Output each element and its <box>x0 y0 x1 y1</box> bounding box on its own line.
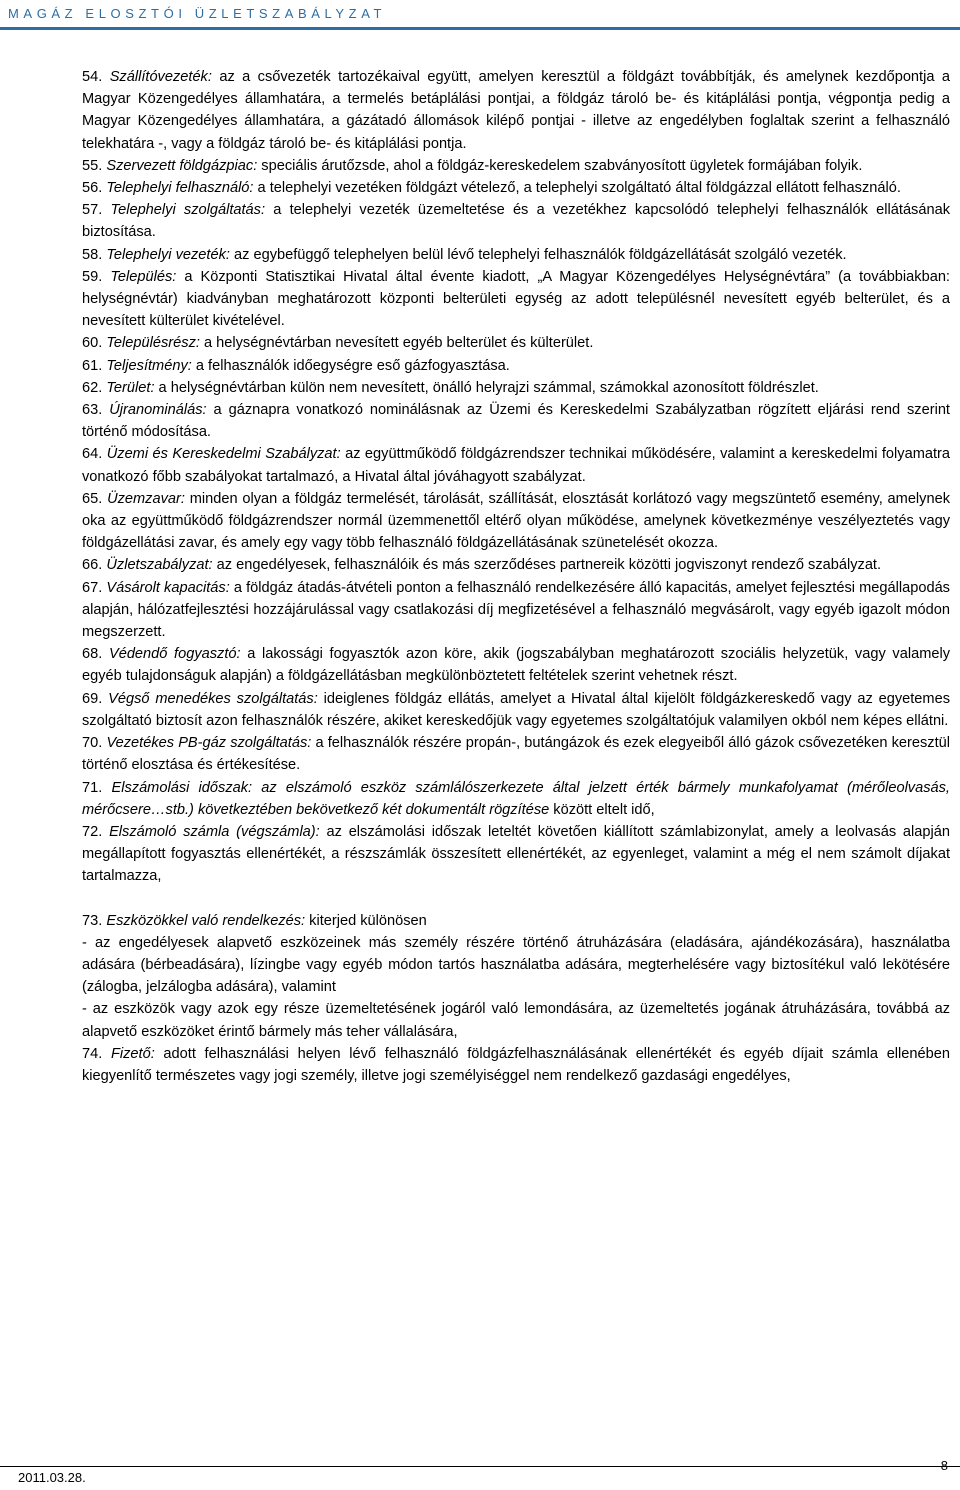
definition-text: az elszámolási időszak leteltét követően kiállított számlabizonylat, amely a leolvasás alapján megállapított fogyasztás ellenértékét, a részszámlák összesített ellenértékét, az egyenleget, valamint a még el nem számolt díjakat tartalmazza, <box>82 823 950 885</box>
definition-text: a földgáz átadás-átvételi ponton a felhasználó rendelkezésére álló kapacitás, amelyet fejlesztési megállapodás alapján, hálózatfejlesztési hozzájárulással vagy csatlakozási díj megfizetésével a felhasználó megvásárolt, vagy egyéb igazolt módon megszerzett. <box>82 579 950 641</box>
definition-number: 54. <box>82 69 103 85</box>
definition-item <box>82 155 950 177</box>
header-rule <box>0 27 960 30</box>
definition-item <box>82 443 950 487</box>
definition-term: Terület: <box>106 379 155 396</box>
definition-number: 67. <box>82 579 103 596</box>
definition-item <box>82 932 950 999</box>
definition-number: 73. <box>82 912 103 929</box>
definition-term: Telephelyi vezeték: <box>106 246 230 263</box>
header-title: MAGÁZ ELOSZTÓI ÜZLETSZABÁLYZAT <box>8 6 387 21</box>
definition-item <box>82 199 950 243</box>
page-number: 8 <box>940 1458 948 1473</box>
definition-number: 59. <box>82 268 103 285</box>
definition-number: 64. <box>82 446 103 463</box>
definition-item <box>82 1043 950 1087</box>
definition-number: 66. <box>82 557 103 574</box>
definition-number: 65. <box>82 490 103 507</box>
definition-item <box>82 688 950 732</box>
definition-item <box>82 777 950 821</box>
definition-text: adott felhasználási helyen lévő felhasználó földgázfelhasználásának ellenértékét és egyéb díjait számla ellenében kiegyenlítő természetes vagy jogi személy, illetve jogi személyiséggel nem rendelkező gazdasági engedélyes, <box>82 1045 950 1084</box>
definition-text: a felhasználók részére propán-, butángázok és ezek elegyeiből álló gázok csővezetéken keresztül történő elosztása és értékesítése. <box>82 735 951 774</box>
definition-text: a felhasználók időegységre eső gázfogyasztása. <box>191 357 510 374</box>
definition-text: a telephelyi vezeték üzemeltetése és a vezetékhez kapcsolódó telephelyi felhasználók ellátásának biztosítása. <box>82 202 950 241</box>
definition-number: 71. <box>82 779 103 796</box>
definition-text: a telephelyi vezetéken földgázt vételező, a telephelyi szolgáltató által földgázzal ellátott felhasználó. <box>253 180 901 197</box>
definition-item <box>82 643 950 687</box>
definition-item <box>82 732 950 776</box>
definition-item <box>82 177 950 199</box>
definition-number: 62. <box>82 379 103 396</box>
definition-number: 60. <box>82 335 103 352</box>
definition-term: Üzemi és Kereskedelmi Szabályzat: <box>106 446 341 463</box>
definition-term: Szállítóvezeték: <box>109 69 212 85</box>
definition-text: az egybefüggő telephelyen belül lévő telephelyi felhasználók földgázellátását szolgáló vezeték. <box>229 246 847 263</box>
definition-term: Vezetékes PB-gáz szolgáltatás: <box>106 735 312 752</box>
definition-number: 55. <box>82 157 103 174</box>
definition-term: Elszámoló számla (végszámla): <box>109 823 320 840</box>
definition-number: 58. <box>82 246 103 263</box>
definition-item <box>82 332 950 354</box>
definition-term: Szervezett földgázpiac: <box>106 157 258 174</box>
definition-number: 61. <box>82 357 103 374</box>
definition-term: Telephelyi szolgáltatás: <box>110 202 266 219</box>
definition-item <box>82 577 950 644</box>
footer-date: 2011.03.28. <box>18 1470 86 1485</box>
footer-rule <box>0 1466 960 1467</box>
definition-term: Település: <box>110 268 177 285</box>
definition-term: Fizető: <box>110 1045 155 1062</box>
definition-term: Eszközökkel való rendelkezés: <box>106 912 306 929</box>
definition-term: Elszámolási időszak: az elszámoló eszköz számlálószerkezete által jelzett érték bármely munkafolyamat (mérőleolvasás, mérőcsere…stb.) következtében bekövetkező két dokumentált rögzítése <box>82 779 950 818</box>
definition-item <box>82 377 950 399</box>
definition-term: Vásárolt kapacitás: <box>106 579 230 596</box>
definition-text: a helységnévtárban nevesített egyéb belterület és külterület. <box>199 335 594 352</box>
definition-number: 56. <box>82 180 103 197</box>
definition-item <box>82 355 950 377</box>
definition-term: Településrész: <box>106 335 200 352</box>
definition-term: Újranominálás: <box>109 402 207 419</box>
definition-item <box>82 66 950 155</box>
definition-term: Végső menedékes szolgáltatás: <box>108 690 318 707</box>
definition-item <box>82 244 950 266</box>
definition-text: az engedélyesek, felhasználóik és más szerződéses partnereik közötti jogviszonyt rendező szabályzat. <box>212 557 882 574</box>
definition-number: 70. <box>82 735 103 752</box>
definition-number: 68. <box>82 646 103 663</box>
definition-term: Védendő fogyasztó: <box>108 646 241 663</box>
definitions-list <box>82 66 950 1087</box>
definition-item <box>82 821 950 888</box>
definition-text: a helységnévtárban külön nem nevesített, önálló helyrajzi számmal, számokkal azonosított földrészlet. <box>154 379 819 396</box>
definition-text: speciális árutőzsde, ahol a földgáz-kereskedelem szabványosított ügyletek formájában folyik. <box>257 157 863 174</box>
definition-number: 57. <box>82 202 103 219</box>
definition-number: 74. <box>82 1045 103 1062</box>
definition-text: kiterjed különösen <box>305 912 427 929</box>
definition-text: - az engedélyesek alapvető eszközeinek más személy részére történő átruházására (eladására, ajándékozására), használatba adására (bérbeadására), lízingbe vagy egyéb módon tartós használatba adására, megterhelésére vagy biztosítékul való lekötésére (zálogba, jelzálogba adására), valamint <box>82 934 950 996</box>
definition-text: - az eszközök vagy azok egy része üzemeltetésének jogáról való lemondására, az üzemeltetés jogának átruházására, továbbá az alapvető eszközöket érintő bármely más teher vállalására, <box>82 1001 950 1040</box>
definition-text: a Központi Statisztikai Hivatal által évente kiadott, „A Magyar Közengedélyes Helységnévtára” (a továbbiakban: helységnévtár) kiadványban meghatározott központi belterületi egység az adott településnél nevesített egyéb belterület, és a nevesített külterület kivételével. <box>82 268 950 330</box>
definition-item <box>82 910 950 932</box>
definition-text: az a csővezeték tartozékaival együtt, amelyen keresztül a földgázt továbbítják, és amelynek kezdőpontja a Magyar Közengedélyes államhatára, a termelés betáplálási pontjai, a földgáz tároló be- és kitáplálási pontja, végpontja pedig a Magyar Közengedélyes államhatára, a gázátadó állomások kilépő pontjai - illetve az engedélyben foglaltak szerint a felhasználó telekhatára -, vagy a földgáz tároló be- és kitáplálási pontja. <box>82 69 950 152</box>
definition-term: Telephelyi felhasználó: <box>106 180 254 197</box>
paragraph-gap <box>82 888 950 910</box>
definition-text: ideiglenes földgáz ellátás, amelyet a Hivatal által kijelölt földgázkereskedő vagy az egyetemes szolgáltató biztosít azon felhasználók részére, akiket kereskedőjük vagy egyetemes szolgáltatójuk valamilyen okból nem képes ellátni. <box>82 690 950 729</box>
definition-text: minden olyan a földgáz termelését, tárolását, szállítását, elosztását korlátozó vagy megszüntető esemény, amelynek oka az együttműködő földgázrendszer normál üzemmenettől eltérő olyan működése, amelynek következménye veszélyeztetés vagy földgázellátási zavar, és amely egy vagy több felhasználó földgázellátásának szünetelését okozza. <box>82 490 950 552</box>
definition-text: között eltelt idő, <box>549 801 655 818</box>
definition-term: Üzletszabályzat: <box>106 557 213 574</box>
definition-item <box>82 488 950 555</box>
page-header <box>0 0 960 30</box>
definition-number: 69. <box>82 690 103 707</box>
definition-text: a gáznapra vonatkozó nominálásnak az Üzemi és Kereskedelmi Szabályzatban rögzített eljárási rend szerint történő módosítása. <box>82 402 950 441</box>
definition-item <box>82 266 950 333</box>
definition-item <box>82 998 950 1042</box>
definition-text: a lakossági fogyasztók azon köre, akik (jogszabályban meghatározott szociális helyzetük, vagy valamely egyéb tulajdonságuk alapján) a földgázellátásban megkülönböztetett feltételek szerint vehetnek részt. <box>82 646 951 685</box>
definition-term: Teljesítmény: <box>106 357 192 374</box>
definition-item <box>82 399 950 443</box>
definition-number: 63. <box>82 402 103 419</box>
definition-term: Üzemzavar: <box>107 490 185 507</box>
definition-number: 72. <box>82 823 103 840</box>
definition-item <box>82 554 950 576</box>
definition-text: az együttműködő földgázrendszer technikai működésére, valamint a kereskedelmi folyamatra vonatkozó főbb szabályokat tartalmazó, a Hivatal által jóváhagyott szabályzat. <box>82 446 950 485</box>
